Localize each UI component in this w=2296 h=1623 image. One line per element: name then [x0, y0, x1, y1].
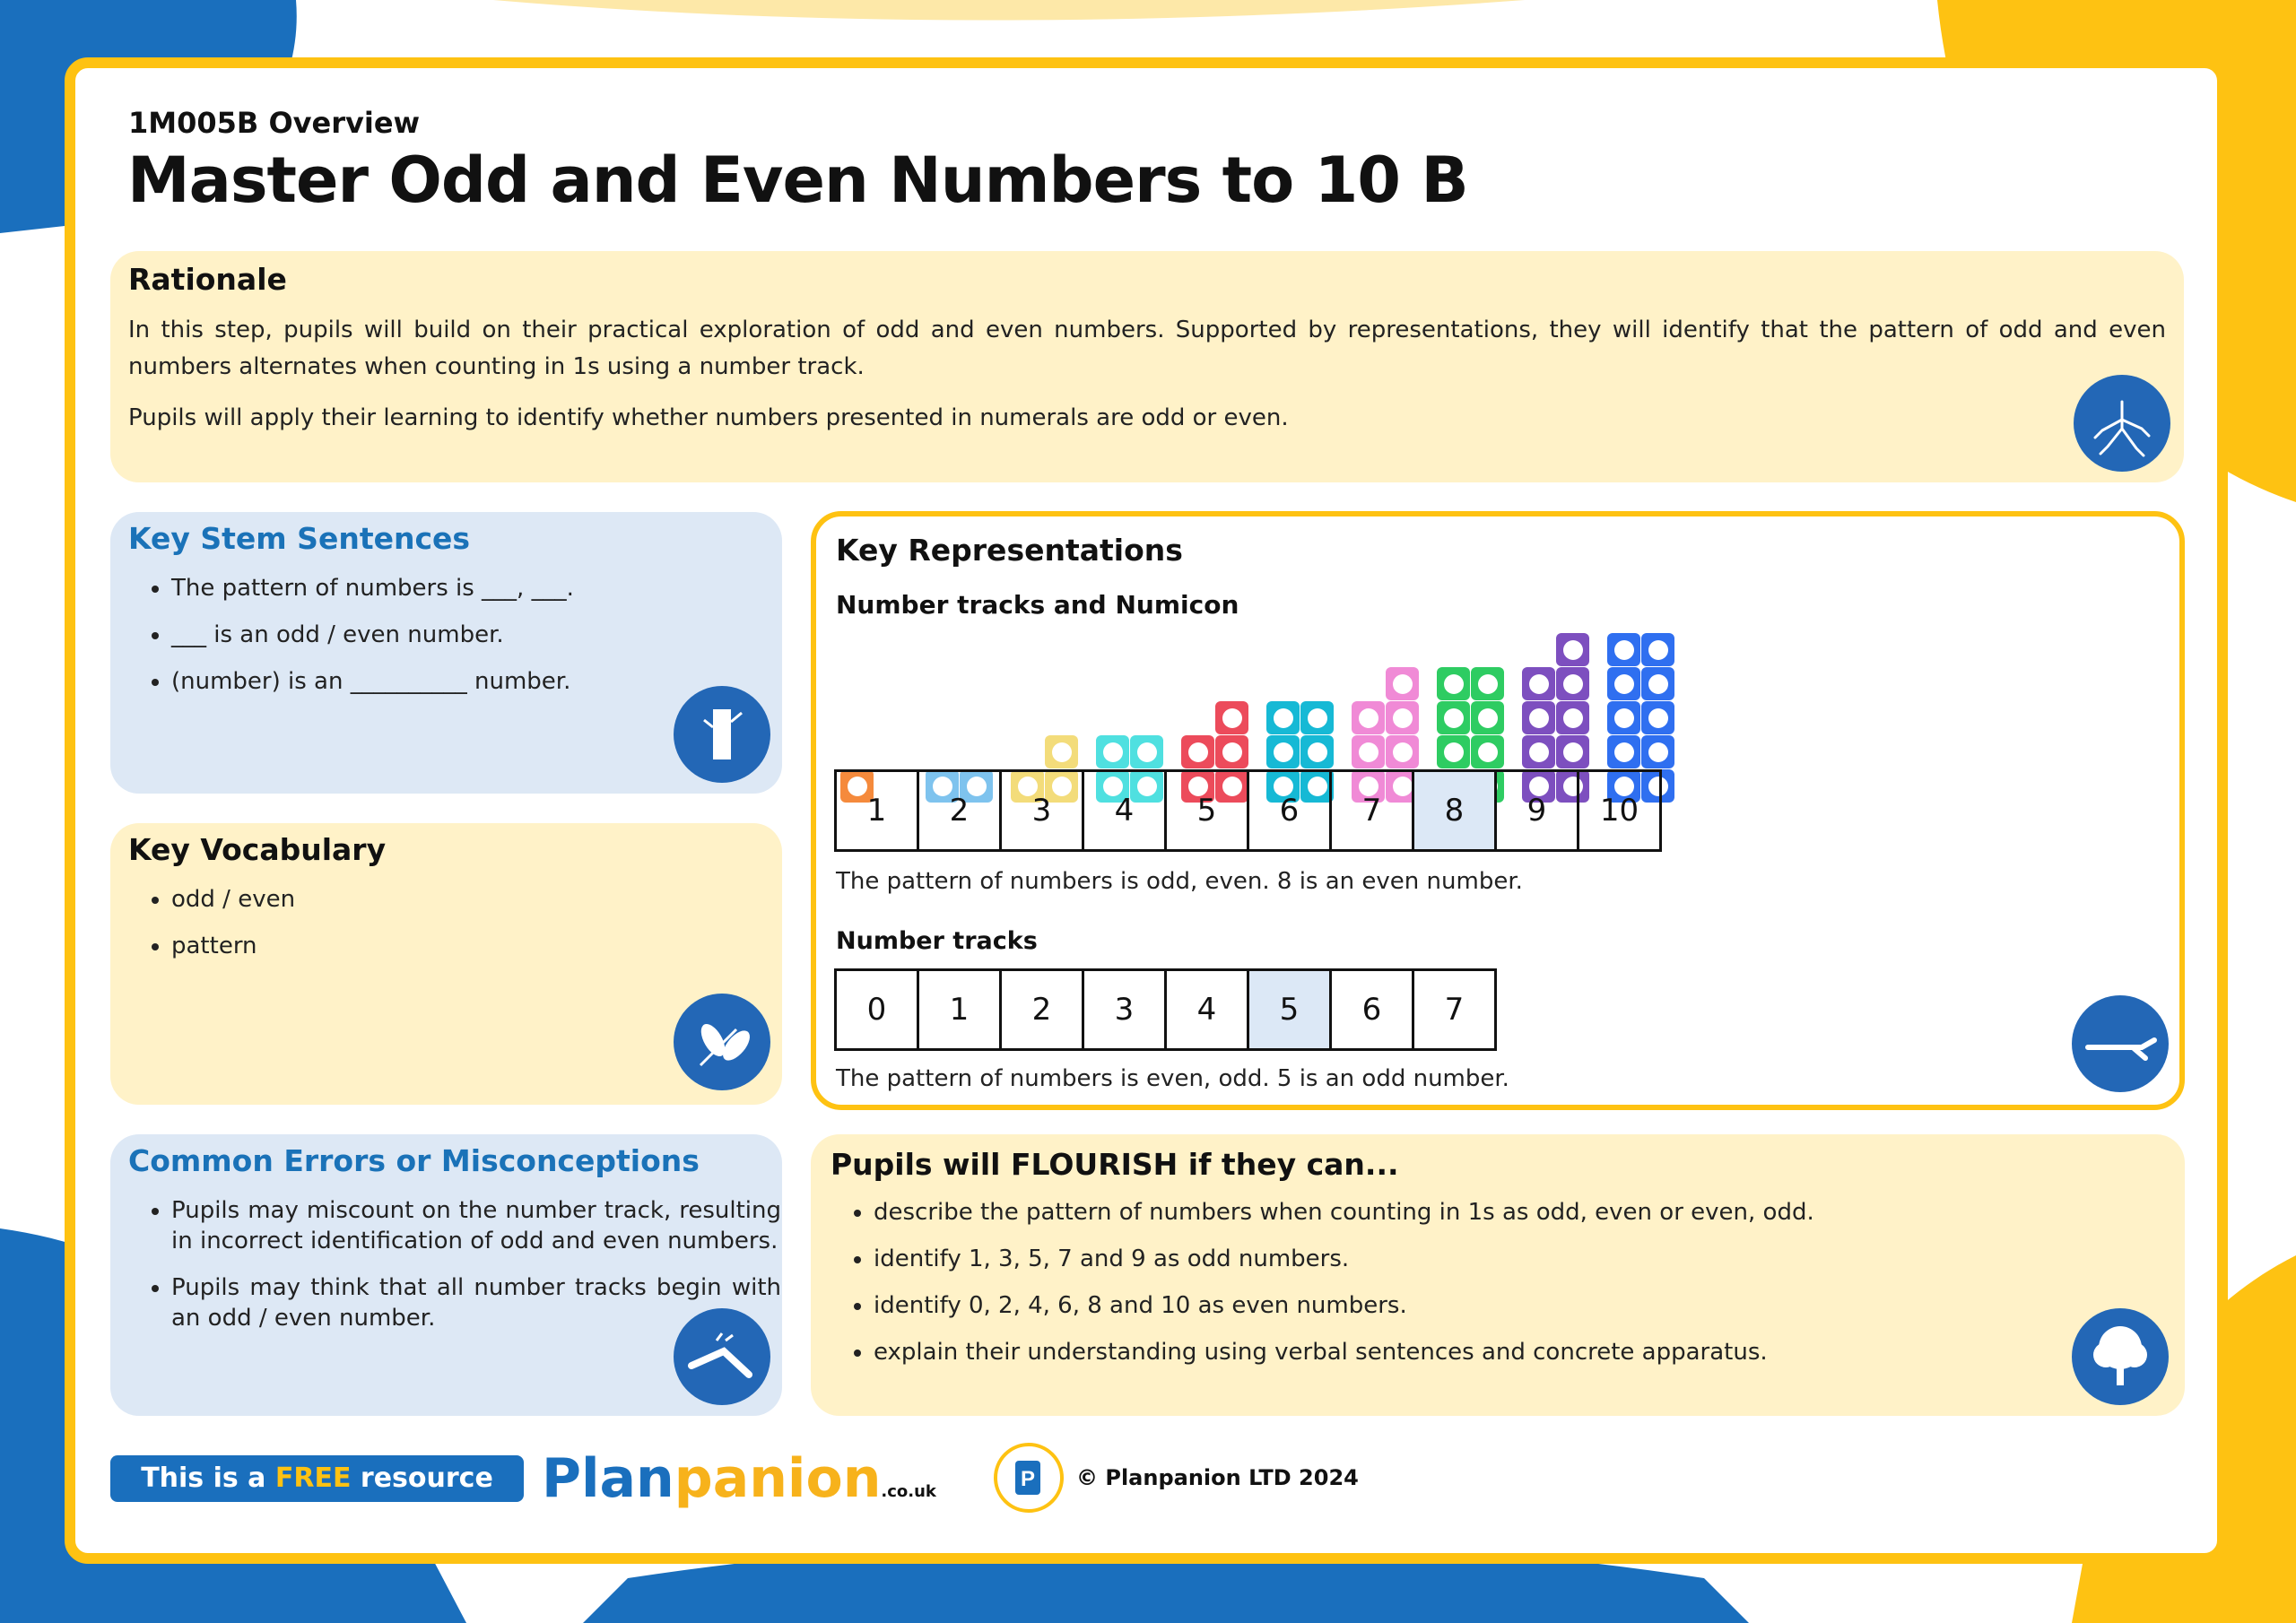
list-item: • explain their understanding using verbal sentences and concrete apparatus. — [874, 1337, 2057, 1367]
rationale-paragraph-2: Pupils will apply their learning to identify whether numbers presented in numerals are odd or even. — [128, 404, 1289, 431]
list-item: • ___ is an odd / even number. — [171, 620, 781, 650]
track-1-cell: 10 — [1578, 771, 1661, 851]
track-2-cell: 6 — [1331, 970, 1413, 1050]
rationale-paragraph-1: In this step, pupils will build on their practical exploration of odd and even numbers. Supported by representations, they will identify that the pattern of odd and even numbers alternates when counting in 1s using a number track. — [128, 317, 2166, 380]
flourish-heading: Pupils will FLOURISH if they can... — [831, 1147, 1399, 1182]
list-item: • Pupils may miscount on the number track, resulting in incorrect identification of odd and even numbers. — [171, 1195, 781, 1256]
list-item: • (number) is an __________ number. — [171, 666, 781, 697]
track-1-cell: 7 — [1331, 771, 1413, 851]
svg-text:P: P — [1020, 1467, 1036, 1491]
free-resource-banner: This is a FREE resource from — [110, 1455, 524, 1502]
track-2-cell: 5 — [1248, 970, 1331, 1050]
rationale-panel — [110, 251, 2184, 482]
track-2-cell: 4 — [1166, 970, 1248, 1050]
flourish-panel — [811, 1134, 2185, 1416]
broken-branch-icon — [674, 1308, 770, 1405]
track-1-cell: 8 — [1413, 771, 1496, 851]
track-2-cell: 7 — [1413, 970, 1496, 1050]
vocabulary-heading: Key Vocabulary — [128, 832, 387, 867]
misconceptions-heading: Common Errors or Misconceptions — [128, 1143, 700, 1178]
track-1-cell: 5 — [1166, 771, 1248, 851]
vocabulary-list — [141, 884, 781, 977]
flourish-list — [843, 1197, 2057, 1384]
leaves-icon — [674, 994, 770, 1090]
list-item: • pattern — [171, 931, 781, 961]
trunk-icon — [674, 686, 770, 783]
list-item: • identify 0, 2, 4, 6, 8 and 10 as even numbers. — [874, 1290, 2057, 1321]
number-track-2 — [834, 968, 1497, 1051]
planpanion-badge-icon — [994, 1443, 1064, 1513]
branch-icon — [2072, 995, 2169, 1092]
track-1-caption: The pattern of numbers is odd, even. 8 is an even number. — [836, 868, 1523, 895]
list-item: • Pupils may think that all number tracks begin with an odd / even number. — [171, 1272, 781, 1333]
representations-panel — [811, 511, 2185, 1110]
number-track-1 — [834, 769, 1662, 852]
track-2-caption: The pattern of numbers is even, odd. 5 is an odd number. — [836, 1065, 1509, 1092]
roots-icon — [2074, 375, 2170, 472]
misconceptions-panel — [110, 1134, 782, 1416]
copyright: © Planpanion LTD 2024 — [1076, 1465, 1359, 1490]
track-2-cell: 2 — [1001, 970, 1083, 1050]
track-1-cell: 1 — [836, 771, 918, 851]
vocabulary-panel — [110, 823, 782, 1105]
numicon-subheading: Number tracks and Numicon — [836, 590, 1239, 620]
lesson-code: 1M005B Overview — [128, 106, 421, 140]
stem-heading: Key Stem Sentences — [128, 521, 471, 556]
list-item: • identify 1, 3, 5, 7 and 9 as odd numbers. — [874, 1244, 2057, 1274]
representations-heading: Key Representations — [836, 533, 1183, 568]
planpanion-logo: Planpanion.co.uk — [542, 1447, 936, 1510]
track-2-cell: 0 — [836, 970, 918, 1050]
track-1-cell: 9 — [1496, 771, 1578, 851]
list-item: • The pattern of numbers is ___, ___. — [171, 573, 781, 603]
number-tracks-subheading: Number tracks — [836, 927, 1038, 955]
track-1-cell: 2 — [918, 771, 1001, 851]
list-item: • odd / even — [171, 884, 781, 915]
track-1-cell: 4 — [1083, 771, 1166, 851]
track-1-cell: 6 — [1248, 771, 1331, 851]
page-title: Master Odd and Even Numbers to 10 B — [127, 143, 1468, 217]
stem-sentences-panel — [110, 512, 782, 794]
tree-icon — [2072, 1308, 2169, 1405]
track-2-cell: 3 — [1083, 970, 1166, 1050]
list-item: • describe the pattern of numbers when counting in 1s as odd, even or even, odd. — [874, 1197, 2057, 1228]
rationale-heading: Rationale — [128, 262, 287, 297]
track-2-cell: 1 — [918, 970, 1001, 1050]
track-1-cell: 3 — [1001, 771, 1083, 851]
